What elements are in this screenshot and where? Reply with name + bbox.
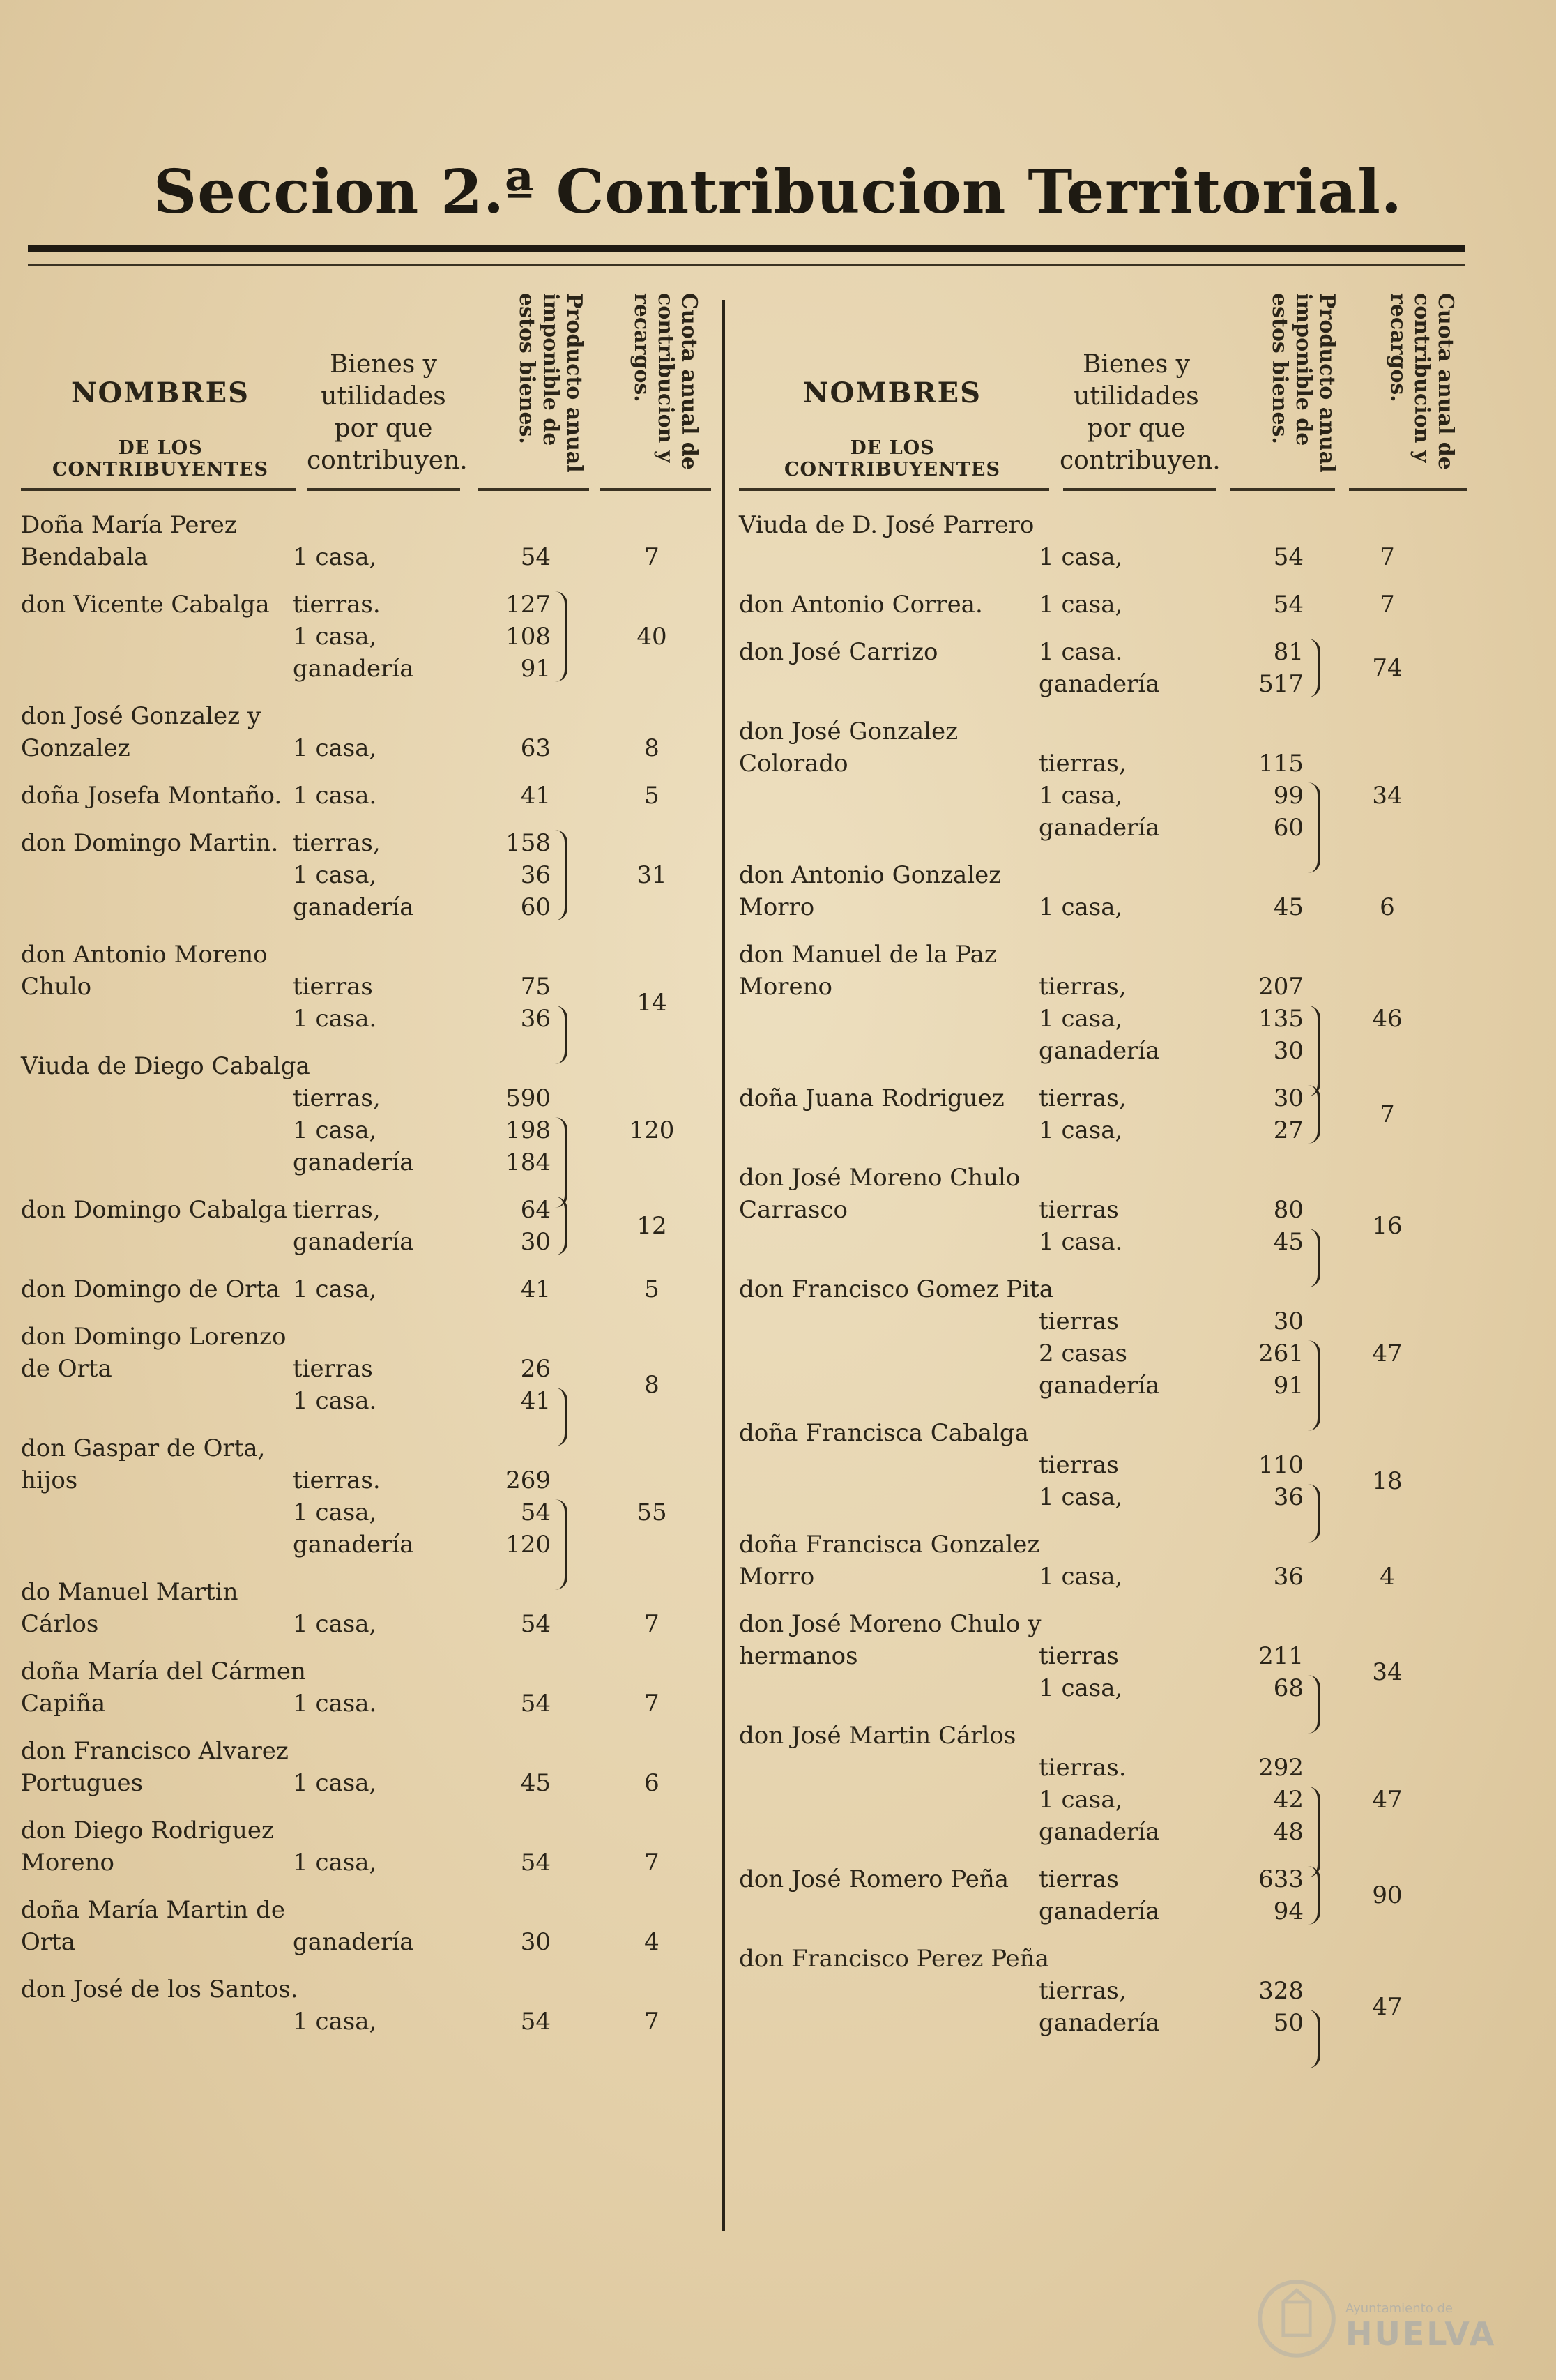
product-value: 60: [1273, 814, 1304, 842]
cuota-value: 47: [1372, 1340, 1403, 1367]
header-producto: Producto anual imponible de estos bienes.: [1267, 293, 1339, 473]
goods-label: tierras.: [1039, 1754, 1127, 1782]
cuota-value: 34: [1372, 782, 1403, 810]
brace-icon: [555, 830, 567, 920]
table-row: [21, 1735, 711, 1799]
goods-label: 1 casa,: [293, 543, 377, 571]
goods-label: 1 casa,: [1039, 591, 1123, 619]
goods-label: tierras: [1039, 1308, 1119, 1335]
goods-label: ganadería: [1039, 2009, 1160, 2037]
contributor-name: don Antonio Correa.: [739, 591, 983, 619]
table-row: [739, 509, 1471, 573]
header-names-subtitle: DE LOS CONTRIBUYENTES: [52, 437, 268, 480]
table-row: [21, 1321, 711, 1417]
goods-label: 1 casa,: [1039, 1563, 1123, 1591]
right-header: [739, 279, 1471, 509]
table-row: [739, 859, 1471, 923]
product-value: 30: [1273, 1037, 1304, 1065]
contributor-name: don José Romero Peña: [739, 1865, 1009, 1893]
title-rule: [28, 245, 1465, 252]
cuota-value: 6: [1380, 893, 1395, 921]
cuota-value: 120: [629, 1116, 675, 1144]
product-value: 91: [1273, 1372, 1304, 1400]
cuota-value: 34: [1372, 1658, 1403, 1686]
cuota-value: 7: [644, 1610, 659, 1638]
product-value: 108: [505, 623, 551, 651]
table-row: [21, 589, 711, 685]
contributor-name: don Manuel de la Paz Moreno: [739, 941, 997, 1001]
header-underline: [21, 488, 296, 491]
product-value: 36: [520, 1005, 551, 1033]
table-row: [739, 636, 1471, 700]
goods-label: ganadería: [293, 893, 414, 921]
header-names-subtitle: DE LOS CONTRIBUYENTES: [784, 437, 1000, 480]
goods-label: tierras: [1039, 1642, 1119, 1670]
city-seal-icon: [1255, 2277, 1338, 2360]
goods-label: ganadería: [1039, 1037, 1160, 1065]
product-value: 158: [505, 829, 551, 857]
table-row: [739, 1273, 1471, 1402]
goods-label: tierras: [1039, 1196, 1119, 1224]
product-value: 110: [1258, 1451, 1304, 1479]
contributor-name: don José Martin Cárlos: [739, 1722, 1016, 1750]
cuota-value: 90: [1372, 1881, 1403, 1909]
header-names: [739, 377, 1046, 480]
table-row: [739, 1162, 1471, 1258]
goods-label: 1 casa,: [293, 1610, 377, 1638]
cuota-value: 6: [644, 1769, 659, 1797]
product-value: 54: [520, 1499, 551, 1526]
table-row: [21, 509, 711, 573]
header-underline: [1349, 488, 1467, 491]
contributor-name: don Francisco Alvarez Portugues: [21, 1737, 289, 1797]
product-value: 81: [1273, 638, 1304, 666]
goods-label: 1 casa,: [293, 734, 377, 762]
header-underline: [1063, 488, 1216, 491]
cuota-value: 7: [1380, 543, 1395, 571]
contributor-name: don Domingo de Orta: [21, 1275, 280, 1303]
brace-icon: [1308, 2010, 1320, 2068]
cuota-value: 74: [1372, 654, 1403, 682]
contributor-name: don José Gonzalez Colorado: [739, 718, 959, 778]
contributor-name: don Gaspar de Orta, hijos: [21, 1434, 266, 1494]
table-row: [21, 1894, 711, 1958]
cuota-value: 8: [644, 734, 659, 762]
header-producto: Producto anual imponible de estos bienes.: [514, 293, 586, 473]
goods-label: ganadería: [293, 655, 414, 683]
cuota-value: 7: [644, 543, 659, 571]
goods-label: 1 casa.: [1039, 1228, 1123, 1256]
table-row: [21, 1432, 711, 1561]
header-cuota: Cuota anual de contribucion y recargos.: [630, 293, 701, 470]
product-value: 115: [1258, 750, 1304, 778]
product-value: 184: [505, 1149, 551, 1176]
goods-label: tierras: [293, 973, 373, 1001]
product-value: 99: [1273, 782, 1304, 810]
table-row: [21, 827, 711, 923]
contributor-name: doña María Martin de Orta: [21, 1896, 285, 1956]
contributor-name: don José Gonzalez y Gonzalez: [21, 702, 261, 762]
cuota-value: 4: [1380, 1563, 1395, 1591]
product-value: 80: [1273, 1196, 1304, 1224]
product-value: 41: [520, 1387, 551, 1415]
product-value: 207: [1258, 973, 1304, 1001]
goods-label: 1 casa.: [293, 1690, 377, 1718]
left-rows: [21, 509, 711, 2038]
product-value: 68: [1273, 1674, 1304, 1702]
table-row: [21, 1050, 711, 1178]
goods-label: tierras,: [293, 1084, 381, 1112]
product-value: 26: [520, 1355, 551, 1383]
product-value: 211: [1258, 1642, 1304, 1670]
goods-label: 1 casa,: [1039, 1116, 1123, 1144]
product-value: 120: [505, 1531, 551, 1559]
header-underline: [307, 488, 460, 491]
contributor-name: Doña María Perez Bendabala: [21, 511, 237, 571]
brace-icon: [1308, 1866, 1320, 1925]
table-row: [739, 939, 1471, 1067]
header-bienes: Bienes y utilidades por que contribuyen.: [307, 350, 468, 475]
table-row: [739, 1417, 1471, 1513]
product-value: 48: [1273, 1818, 1304, 1846]
table-row: [739, 589, 1471, 621]
product-value: 30: [1273, 1084, 1304, 1112]
goods-label: 1 casa,: [293, 1499, 377, 1526]
product-value: 30: [520, 1928, 551, 1956]
product-value: 36: [520, 861, 551, 889]
product-value: 91: [520, 655, 551, 683]
goods-label: tierras: [293, 1355, 373, 1383]
header-underline: [478, 488, 589, 491]
contributor-name: don Domingo Cabalga: [21, 1196, 287, 1224]
table-row: [21, 939, 711, 1035]
contributor-name: don José Carrizo: [739, 638, 938, 666]
contributor-name: Viuda de Diego Cabalga: [21, 1052, 310, 1080]
table-row: [739, 1529, 1471, 1593]
product-value: 94: [1273, 1897, 1304, 1925]
goods-label: tierras,: [1039, 973, 1127, 1001]
goods-label: 1 casa.: [293, 1005, 377, 1033]
goods-label: 1 casa,: [1039, 782, 1123, 810]
cuota-value: 7: [1380, 1100, 1395, 1128]
product-value: 63: [520, 734, 551, 762]
goods-label: ganadería: [1039, 814, 1160, 842]
contributor-name: doña María del Cármen Capiña: [21, 1658, 306, 1718]
cuota-value: 7: [1380, 591, 1395, 619]
contributor-name: doña Juana Rodriguez: [739, 1084, 1005, 1112]
header-bienes: Bienes y utilidades por que contribuyen.: [1060, 350, 1221, 475]
cuota-value: 55: [636, 1499, 667, 1526]
brace-icon: [555, 1197, 567, 1255]
product-value: 64: [520, 1196, 551, 1224]
cuota-value: 4: [644, 1928, 659, 1956]
table-row: [739, 1943, 1471, 2039]
contributor-name: don Antonio Moreno Chulo: [21, 941, 268, 1001]
product-value: 633: [1258, 1865, 1304, 1893]
cuota-value: 18: [1372, 1467, 1403, 1495]
table-row: [739, 715, 1471, 844]
goods-label: 1 casa,: [1039, 543, 1123, 571]
goods-label: ganadería: [293, 1149, 414, 1176]
header-underline: [1230, 488, 1335, 491]
goods-label: 1 casa,: [1039, 1786, 1123, 1814]
table-row: [21, 700, 711, 764]
goods-label: ganadería: [293, 1928, 414, 1956]
contributor-name: doña Josefa Montaño.: [21, 782, 282, 810]
product-value: 261: [1258, 1340, 1304, 1367]
table-row: [739, 1863, 1471, 1927]
goods-label: tierras,: [1039, 750, 1127, 778]
page-title: Seccion 2.ª Contribucion Territorial.: [153, 157, 1403, 227]
goods-label: 1 casa,: [293, 2008, 377, 2036]
product-value: 36: [1273, 1483, 1304, 1511]
goods-label: 2 casas: [1039, 1340, 1127, 1367]
product-value: 75: [520, 973, 551, 1001]
product-value: 54: [520, 1610, 551, 1638]
brace-icon: [1308, 639, 1320, 697]
cuota-value: 14: [636, 989, 667, 1017]
goods-label: 1 casa,: [293, 861, 377, 889]
goods-label: tierras,: [1039, 1084, 1127, 1112]
contributor-name: don Domingo Lorenzo de Orta: [21, 1323, 287, 1383]
product-value: 198: [505, 1116, 551, 1144]
table-row: [21, 1655, 711, 1720]
contributor-name: doña Francisca Gonzalez Morro: [739, 1531, 1040, 1591]
cuota-value: 46: [1372, 1005, 1403, 1033]
header-names-title: NOMBRES: [70, 377, 250, 409]
goods-label: ganadería: [1039, 1372, 1160, 1400]
table-row: [739, 1608, 1471, 1704]
header-names: [21, 377, 300, 480]
watermark-text-top: Ayuntamiento de: [1345, 2301, 1453, 2316]
contributor-name: don José Moreno Chulo y hermanos: [739, 1610, 1042, 1670]
product-value: 41: [520, 1275, 551, 1303]
goods-label: tierras: [1039, 1865, 1119, 1893]
watermark-text: HUELVA: [1345, 2315, 1497, 2353]
cuota-value: 16: [1372, 1212, 1403, 1240]
header-cuota: Cuota anual de contribucion y recargos.: [1386, 293, 1458, 470]
cuota-value: 7: [644, 1690, 659, 1718]
product-value: 54: [520, 2008, 551, 2036]
goods-label: tierras,: [293, 1196, 381, 1224]
product-value: 42: [1273, 1786, 1304, 1814]
goods-label: 1 casa.: [293, 782, 377, 810]
goods-label: 1 casa,: [1039, 1674, 1123, 1702]
title-rule-thin: [28, 264, 1465, 266]
product-value: 30: [1273, 1308, 1304, 1335]
product-value: 45: [1273, 1228, 1304, 1256]
goods-label: 1 casa,: [293, 623, 377, 651]
goods-label: tierras.: [293, 1466, 381, 1494]
goods-label: 1 casa.: [293, 1387, 377, 1415]
left-header: [21, 279, 711, 509]
cuota-value: 7: [644, 2008, 659, 2036]
right-column: [739, 279, 1471, 2054]
table-row: [21, 1273, 711, 1305]
product-value: 54: [520, 1849, 551, 1877]
contributor-name: don Domingo Martin.: [21, 829, 279, 857]
product-value: 27: [1273, 1116, 1304, 1144]
goods-label: 1 casa.: [1039, 638, 1123, 666]
product-value: 36: [1273, 1563, 1304, 1591]
goods-label: 1 casa,: [1039, 893, 1123, 921]
goods-label: ganadería: [293, 1531, 414, 1559]
table-row: [21, 1576, 711, 1640]
table-row: [21, 1194, 711, 1258]
contributor-name: don José Moreno Chulo Carrasco: [739, 1164, 1021, 1224]
contributor-name: don Diego Rodriguez Moreno: [21, 1817, 274, 1877]
product-value: 135: [1258, 1005, 1304, 1033]
cuota-value: 47: [1372, 1993, 1403, 2021]
product-value: 292: [1258, 1754, 1304, 1782]
goods-label: tierras: [1039, 1451, 1119, 1479]
table-row: [739, 1720, 1471, 1848]
table-row: [21, 1814, 711, 1879]
product-value: 60: [520, 893, 551, 921]
contributor-name: Viuda de D. José Parrero: [739, 511, 1035, 539]
contributor-name: don Antonio Gonzalez Morro: [739, 861, 1002, 921]
brace-icon: [1308, 1085, 1320, 1144]
product-value: 269: [505, 1466, 551, 1494]
contributor-name: don Vicente Cabalga: [21, 591, 270, 619]
cuota-value: 40: [636, 623, 667, 651]
goods-label: 1 casa,: [293, 1769, 377, 1797]
column-separator: [722, 300, 725, 2231]
product-value: 30: [520, 1228, 551, 1256]
header-underline: [739, 488, 1049, 491]
header-underline: [600, 488, 711, 491]
table-row: [21, 780, 711, 812]
brace-icon: [555, 591, 567, 682]
right-rows: [739, 509, 1471, 2039]
goods-label: 1 casa,: [293, 1275, 377, 1303]
product-value: 50: [1273, 2009, 1304, 2037]
product-value: 127: [505, 591, 551, 619]
product-value: 54: [520, 1690, 551, 1718]
table-row: [739, 1082, 1471, 1146]
cuota-value: 7: [644, 1849, 659, 1877]
goods-label: ganadería: [1039, 670, 1160, 698]
table-row: [21, 1973, 711, 2038]
contributor-name: don Francisco Perez Peña: [739, 1945, 1049, 1973]
product-value: 328: [1258, 1977, 1304, 2005]
goods-label: tierras.: [293, 591, 381, 619]
product-value: 54: [1273, 591, 1304, 619]
cuota-value: 31: [636, 861, 667, 889]
header-names-title: NOMBRES: [802, 377, 982, 409]
product-value: 54: [520, 543, 551, 571]
goods-label: tierras,: [1039, 1977, 1127, 2005]
contributor-name: doña Francisca Cabalga: [739, 1419, 1029, 1447]
cuota-value: 47: [1372, 1786, 1403, 1814]
cuota-value: 5: [644, 782, 659, 810]
cuota-value: 12: [636, 1212, 667, 1240]
goods-label: 1 casa,: [293, 1116, 377, 1144]
goods-label: 1 casa,: [1039, 1483, 1123, 1511]
goods-label: tierras,: [293, 829, 381, 857]
product-value: 45: [520, 1769, 551, 1797]
goods-label: 1 casa,: [293, 1849, 377, 1877]
product-value: 54: [1273, 543, 1304, 571]
product-value: 41: [520, 782, 551, 810]
product-value: 590: [505, 1084, 551, 1112]
left-column: [21, 279, 711, 2053]
goods-label: ganadería: [1039, 1897, 1160, 1925]
goods-label: 1 casa,: [1039, 1005, 1123, 1033]
cuota-value: 8: [644, 1371, 659, 1399]
contributor-name: do Manuel Martin Cárlos: [21, 1578, 238, 1638]
contributor-name: don Francisco Gomez Pita: [739, 1275, 1054, 1303]
contributor-name: don José de los Santos.: [21, 1976, 298, 2003]
product-value: 517: [1258, 670, 1304, 698]
product-value: 45: [1273, 893, 1304, 921]
goods-label: ganadería: [1039, 1818, 1160, 1846]
cuota-value: 5: [644, 1275, 659, 1303]
goods-label: ganadería: [293, 1228, 414, 1256]
